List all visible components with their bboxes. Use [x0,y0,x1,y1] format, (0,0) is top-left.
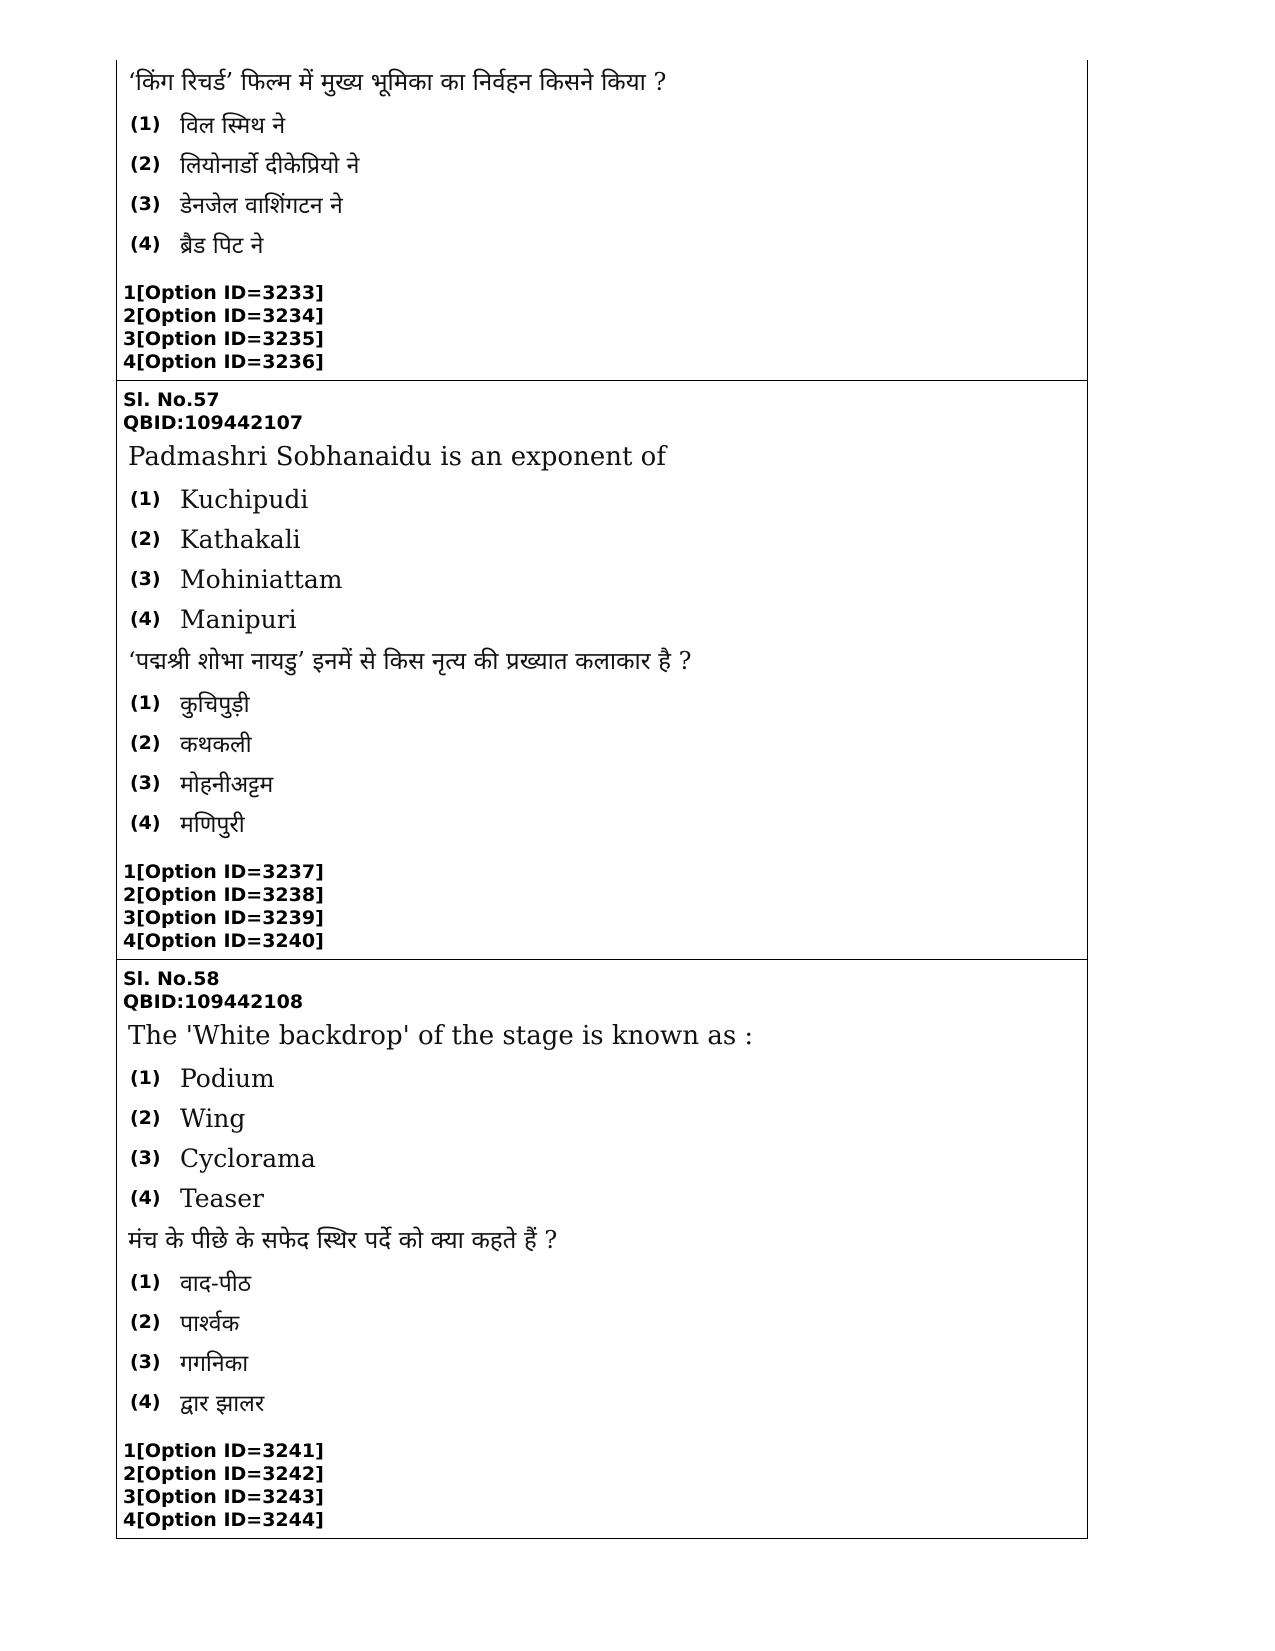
option-text: लियोनार्डो दीकेप्रियो ने [180,153,360,179]
option-2 [130,144,1087,184]
option-3 [130,184,1087,224]
option-number: (1) [130,488,161,510]
option-3 [130,559,1087,599]
option-number: (1) [130,1271,161,1293]
option-id: 3[Option ID=3239] [123,907,324,929]
option-text: द्वार झालर [180,1391,265,1417]
option-number: (1) [130,113,161,135]
question-text-hi: ‘पद्मश्री शोभा नायडु’ इनमें से किस नृत्य की प्रख्यात कलाकार है ? [128,647,692,675]
option-text: Kuchipudi [180,484,309,514]
option-1 [130,683,1087,723]
serial-number: Sl. No.58 [123,968,220,990]
option-ids [123,282,1087,374]
option-number: (3) [130,568,161,590]
option-text: Mohiniattam [180,564,343,594]
option-ids [123,1440,1087,1532]
option-id: 4[Option ID=3244] [123,1509,324,1531]
option-number: (2) [130,732,161,754]
option-text: ब्रैड पिट ने [180,233,264,259]
question-block-56 [117,60,1087,381]
option-ids [123,861,1087,953]
option-number: (3) [130,193,161,215]
option-1 [130,1262,1087,1302]
option-id: 2[Option ID=3242] [123,1463,324,1485]
option-text: Cyclorama [180,1143,316,1173]
qbid: QBID:109442107 [123,412,304,434]
option-2 [130,519,1087,559]
option-text: मणिपुरी [180,812,245,838]
option-4 [130,803,1087,843]
option-1 [130,104,1087,144]
option-number: (3) [130,1351,161,1373]
option-text: कथकली [180,732,252,758]
option-number: (4) [130,233,161,255]
option-4 [130,224,1087,264]
option-id: 2[Option ID=3238] [123,884,324,906]
option-number: (4) [130,608,161,630]
option-number: (1) [130,1067,161,1089]
option-text: मोहनीअट्टम [180,772,274,798]
option-text: Manipuri [180,604,297,634]
question-table [116,60,1088,1539]
option-2 [130,1098,1087,1138]
option-4 [130,1382,1087,1422]
question-text-en: The 'White backdrop' of the stage is known as : [128,1021,754,1051]
option-id: 1[Option ID=3237] [123,861,324,883]
option-number: (2) [130,528,161,550]
question-text-en: Padmashri Sobhanaidu is an exponent of [128,442,666,472]
option-3 [130,1342,1087,1382]
option-1 [130,1058,1087,1098]
question-text-hi: ‘किंग रिचर्ड’ फिल्म में मुख्य भूमिका का निर्वहन किसने किया ? [128,68,667,96]
option-number: (4) [130,1391,161,1413]
option-text: Podium [180,1063,275,1093]
option-3 [130,763,1087,803]
option-text: विल स्मिथ ने [180,113,286,139]
qbid: QBID:109442108 [123,991,304,1013]
question-block-57 [117,381,1087,960]
option-1 [130,479,1087,519]
serial-number: Sl. No.57 [123,389,220,411]
option-number: (4) [130,812,161,834]
option-text: Kathakali [180,524,301,554]
option-text: कुचिपुड़ी [180,692,250,718]
option-id: 4[Option ID=3236] [123,351,324,373]
option-text: गगनिका [180,1351,249,1377]
option-3 [130,1138,1087,1178]
option-number: (3) [130,772,161,794]
option-id: 2[Option ID=3234] [123,305,324,327]
option-text: Teaser [180,1183,265,1213]
option-id: 1[Option ID=3233] [123,282,324,304]
option-text: Wing [180,1103,246,1133]
question-text-hi: मंच के पीछे के सफेद स्थिर पर्दे को क्या कहते हैं ? [128,1226,558,1254]
option-text: डेनजेल वाशिंगटन ने [180,193,343,219]
option-id: 3[Option ID=3243] [123,1486,324,1508]
option-2 [130,1302,1087,1342]
option-text: वाद-पीठ [180,1271,252,1297]
option-number: (2) [130,153,161,175]
option-4 [130,1178,1087,1218]
option-id: 4[Option ID=3240] [123,930,324,952]
option-number: (2) [130,1311,161,1333]
option-id: 3[Option ID=3235] [123,328,324,350]
option-number: (3) [130,1147,161,1169]
option-4 [130,599,1087,639]
option-number: (2) [130,1107,161,1129]
question-block-58 [117,960,1087,1539]
option-id: 1[Option ID=3241] [123,1440,324,1462]
option-2 [130,723,1087,763]
option-text: पार्श्वक [180,1311,240,1337]
option-number: (1) [130,692,161,714]
option-number: (4) [130,1187,161,1209]
